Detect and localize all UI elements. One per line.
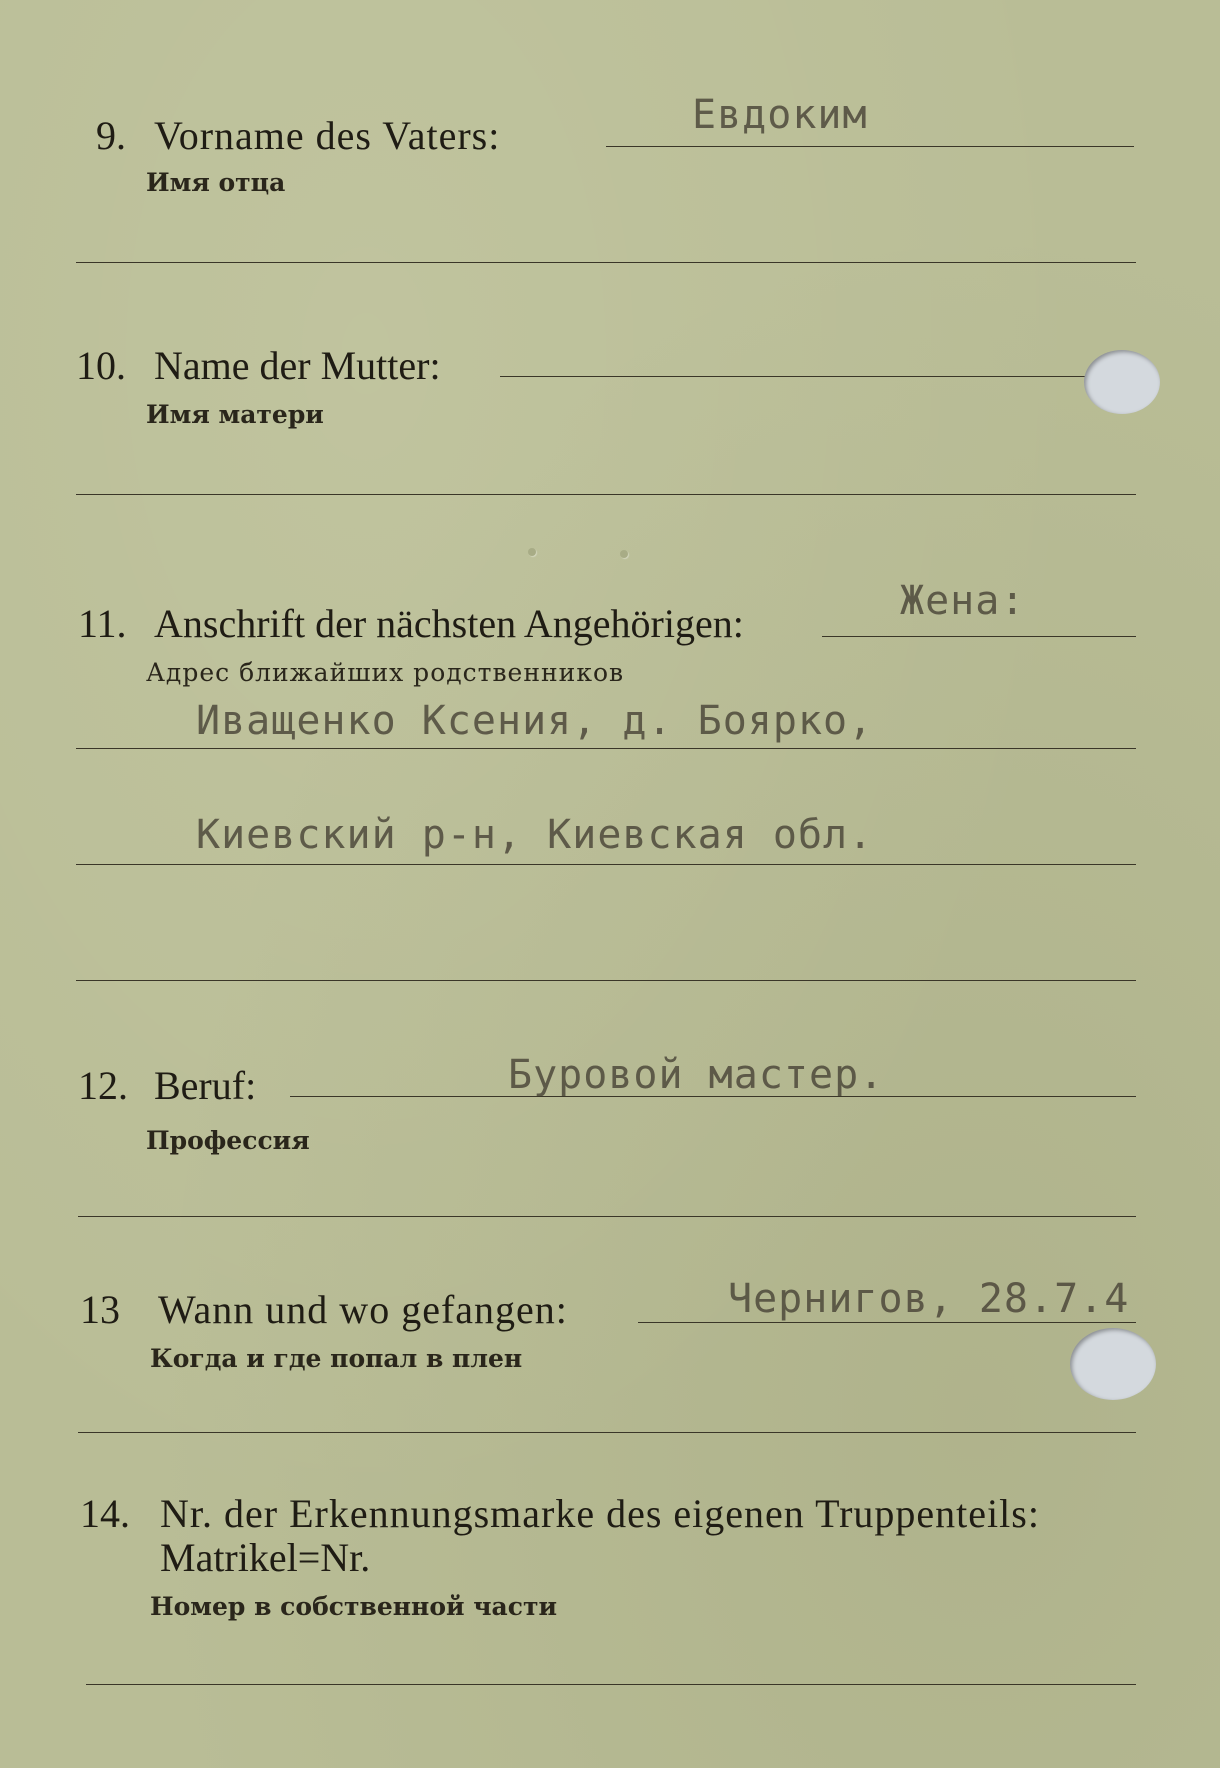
field-12-label-ru: Профессия bbox=[146, 1126, 310, 1155]
emboss-dot bbox=[528, 548, 536, 556]
field-12-number: 12. bbox=[78, 1063, 128, 1108]
emboss-dot bbox=[620, 550, 628, 558]
field-11-line-2 bbox=[76, 864, 1136, 865]
field-11-line-1 bbox=[76, 748, 1136, 749]
field-14-label-ru: Номер в собственной части bbox=[150, 1592, 558, 1621]
field-13-label-ru: Когда и где попал в плен bbox=[150, 1344, 523, 1373]
field-11-label-de: Anschrift der nächsten Angehörigen: bbox=[154, 601, 744, 646]
field-12-blank-line bbox=[78, 1216, 1136, 1217]
field-10-label-de: Name der Mutter: bbox=[154, 343, 441, 388]
field-10-label-ru: Имя матери bbox=[146, 400, 324, 429]
field-13-value[interactable]: Чернигов, 28.7.4 bbox=[728, 1276, 1130, 1322]
field-11-underline bbox=[822, 636, 1136, 637]
field-13-blank-line bbox=[78, 1432, 1136, 1433]
field-14-blank-line bbox=[86, 1684, 1136, 1685]
field-9-blank-line bbox=[76, 262, 1136, 263]
punch-hole-top bbox=[1084, 350, 1160, 414]
field-10-underline bbox=[500, 376, 1086, 377]
field-12-value[interactable]: Буровой мастер. bbox=[508, 1052, 885, 1098]
field-10-number: 10. bbox=[76, 343, 126, 388]
field-14-label-de-line2: Matrikel=Nr. bbox=[160, 1535, 371, 1580]
field-13-label-de: Wann und wo gefangen: bbox=[158, 1287, 568, 1332]
field-9-label-ru: Имя отца bbox=[146, 168, 286, 197]
field-9-number: 9. bbox=[96, 113, 126, 158]
field-11-line-3 bbox=[76, 980, 1136, 981]
field-10-blank-line bbox=[76, 494, 1136, 495]
field-12-underline bbox=[290, 1096, 1136, 1097]
field-11-label-ru: Адрес ближайших родственников bbox=[146, 658, 625, 687]
field-13-number: 13 bbox=[80, 1287, 120, 1332]
field-11-value-line1[interactable]: Иващенко Ксения, д. Боярко, bbox=[196, 698, 874, 744]
field-11-number: 11. bbox=[78, 601, 127, 646]
field-11-value-head[interactable]: Жена: bbox=[900, 578, 1026, 624]
field-12-label-de: Beruf: bbox=[154, 1063, 257, 1108]
field-9-label-de: Vorname des Vaters: bbox=[154, 113, 501, 158]
field-11-value-line2[interactable]: Киевский р-н, Киевская обл. bbox=[196, 812, 874, 858]
field-13-underline bbox=[638, 1322, 1136, 1323]
field-9-underline bbox=[606, 146, 1134, 147]
punch-hole-bottom bbox=[1070, 1328, 1156, 1400]
field-14-number: 14. bbox=[80, 1491, 130, 1536]
field-14-label-de-line1: Nr. der Erkennungsmarke des eigenen Truppenteils: bbox=[160, 1491, 1040, 1536]
field-9-value[interactable]: Евдоким bbox=[692, 92, 868, 138]
